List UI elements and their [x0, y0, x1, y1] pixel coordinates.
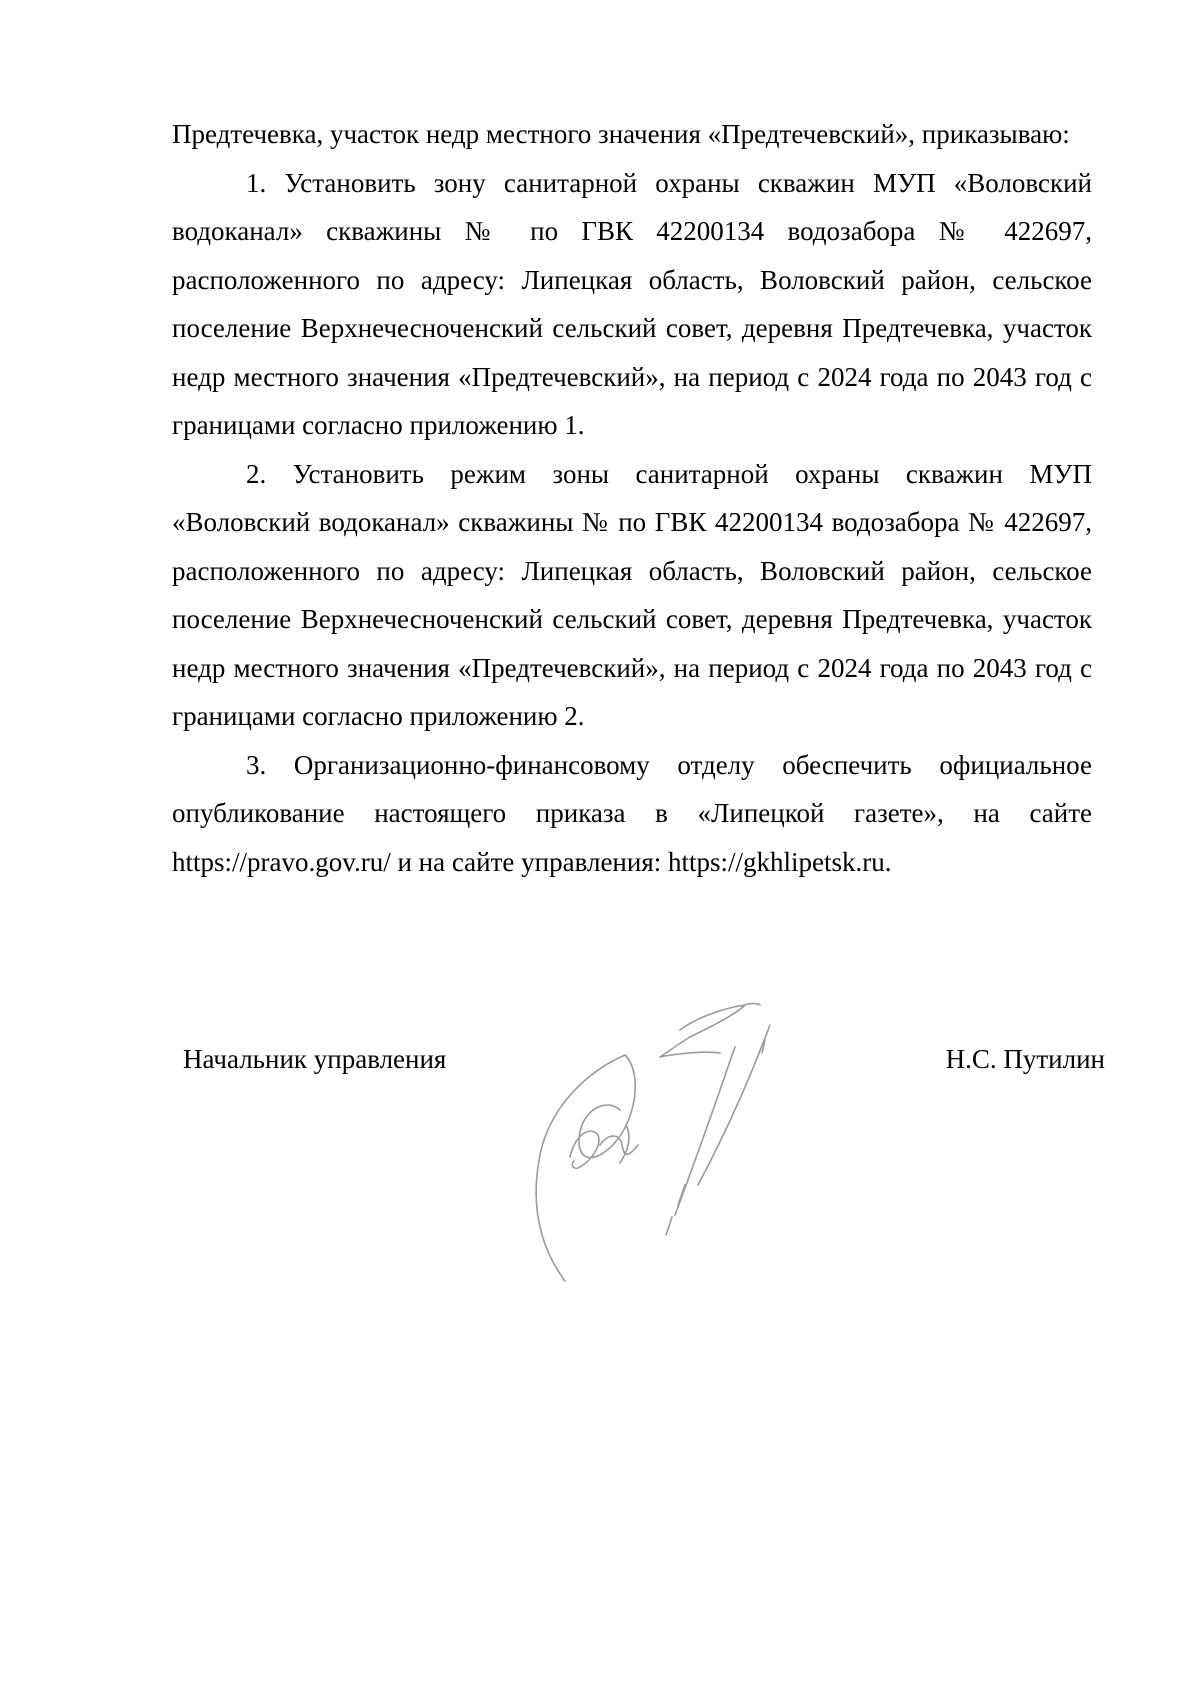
paragraph-item-3: 3. Организационно-финансовому отделу обеспечить официальное опубликование настоящего приказа в «Липецкой газете», на сайте https://pravo.gov.ru/ и на сайте управления: https://gkhlipetsk.ru. — [172, 749, 1092, 877]
paragraph-item-1: 1. Установить зону санитарной охраны скважин МУП «Воловский водоканал» скважины № по ГВК 42200134 водозабора № 422697, расположенного по адресу: Липецкая область, Воловский район, сельское поселение Верхнечесноченский сельский совет, деревня Предтечевка, участок недр местного значения «Предтечевский», на период с 2024 года по 2043 год с границами согласно приложению 1. — [172, 167, 1092, 440]
document-body — [172, 110, 1092, 886]
signer-name: Н.С. Путилин — [945, 1044, 1105, 1074]
paragraph-intro: Предтечевка, участок недр местного значения «Предтечевский», приказываю: — [172, 119, 1070, 149]
handwritten-signature — [530, 985, 860, 1305]
paragraph-item-2: 2. Установить режим зоны санитарной охраны скважин МУП «Воловский водоканал» скважины № по ГВК 42200134 водозабора № 422697, расположенного по адресу: Липецкая область, Воловский район, сельское поселение Верхнечесноченский сельский совет, деревня Предтечевка, участок недр местного значения «Предтечевский», на период с 2024 года по 2043 год с границами согласно приложению 2. — [172, 458, 1092, 731]
position-title: Начальник управления — [183, 1044, 447, 1074]
